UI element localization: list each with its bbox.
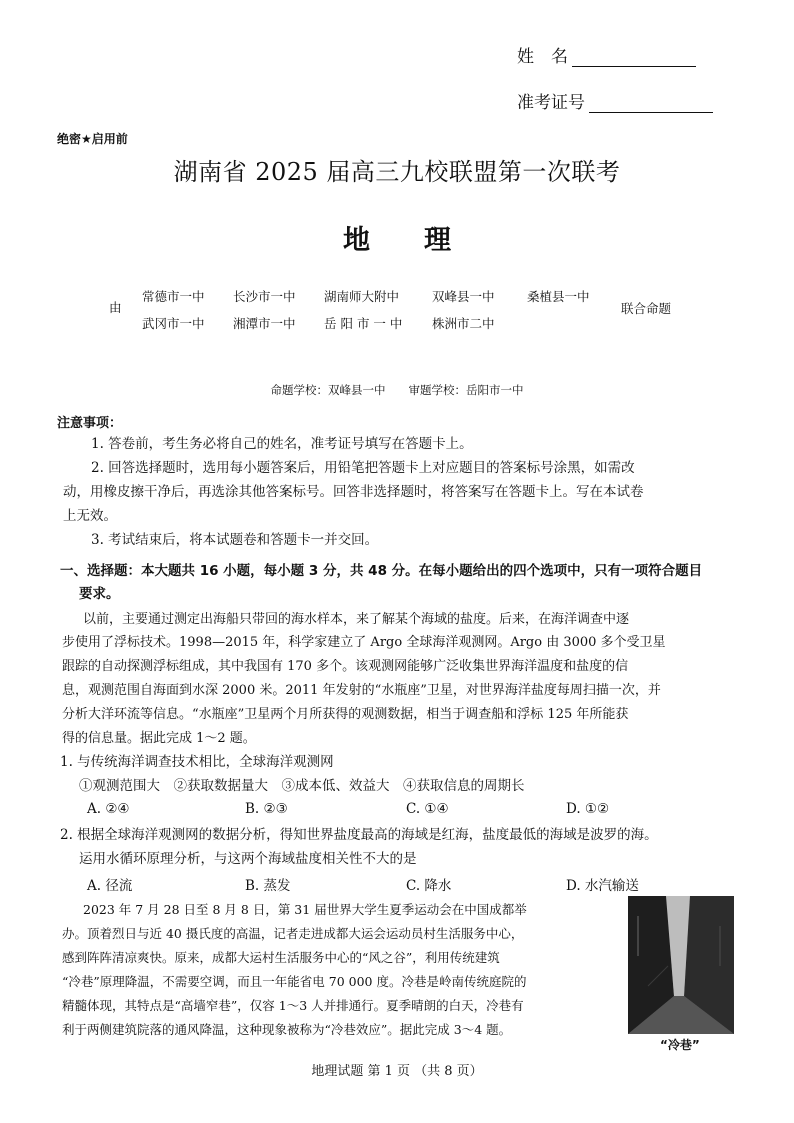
q1-option-b[interactable]: B. ②③	[245, 801, 288, 817]
notice-item-2-end: 上无效。	[63, 508, 117, 524]
passage-2-line: 办。顶着烈日与近 40 摄氏度的高温，记者走进成都大运会运动员村生活服务中心，	[62, 926, 524, 941]
passage-2-line: 利于两侧建筑院落的通风降温，这种现象被称为“冷巷效应”。据此完成 3～4 题。	[62, 1022, 512, 1037]
ticket-blank[interactable]	[589, 96, 713, 113]
school-name: 湖南师大附中	[324, 289, 400, 304]
notice-item-2-cont: 动，用橡皮擦干净后，再选涂其他答案标号。回答非选择题时，将答案写在答题卡上。写在本试卷	[63, 484, 644, 500]
notice-heading: 注意事项：	[57, 416, 123, 431]
school-name: 常德市一中	[142, 289, 205, 304]
q2-option-b[interactable]: B. 蒸发	[245, 878, 291, 894]
passage-1-line: 分析大洋环流等信息。“水瓶座”卫星两个月所获得的观测数据，相当于调查船和浮标 125 年所能获	[62, 707, 629, 722]
q2-option-c[interactable]: C. 降水	[406, 878, 452, 894]
photo-caption: “冷巷”	[660, 1038, 700, 1052]
schools-suffix: 联合命题	[621, 301, 672, 316]
secret-label: 绝密★启用前	[57, 132, 128, 146]
schools-prefix: 由	[109, 300, 122, 315]
cold-alley-photo	[628, 896, 734, 1034]
q1-option-c[interactable]: C. ①④	[406, 801, 449, 817]
alley-image	[628, 896, 734, 1034]
school-name: 长沙市一中	[233, 289, 296, 304]
school-name: 岳 阳 市 一 中	[324, 316, 403, 331]
passage-1-line: 以前，主要通过测定出海船只带回的海水样本，来了解某个海域的盐度。后来，在海洋调查中逐	[83, 612, 630, 627]
passage-2-line: 精髓体现，其特点是“高墙窄巷”，仅容 1～3 人并排通行。夏季晴朗的白天，冷巷有	[62, 998, 524, 1013]
name-field[interactable]	[517, 42, 696, 67]
question-2-stem: 2. 根据全球海洋观测网的数据分析，得知世界盐度最高的海域是红海，盐度最低的海域是波罗的海。	[60, 827, 658, 843]
schools-row-2	[142, 314, 495, 332]
notice-item-3: 3. 考试结束后，将本试题卷和答题卡一并交回。	[91, 532, 379, 548]
passage-1-line: 步使用了浮标技术。1998—2015 年，科学家建立了 Argo 全球海洋观测网。Argo 由 3000 多个受卫星	[62, 635, 666, 650]
school-name: 桑植县一中	[527, 289, 590, 304]
exam-title: 湖南省 2025 届高三九校联盟第一次联考	[173, 158, 621, 186]
notice-item-1: 1. 答卷前，考生务必将自己的姓名，准考证号填写在答题卡上。	[91, 436, 473, 452]
school-name: 湘潭市一中	[233, 316, 296, 331]
ticket-label: 准考证号	[517, 93, 585, 113]
makers-line: 命题学校：双峰县一中 审题学校：岳阳市一中	[270, 383, 524, 397]
q2-option-d[interactable]: D. 水汽输送	[566, 878, 639, 894]
q1-option-a[interactable]: A. ②④	[87, 801, 130, 817]
q1-option-d[interactable]: D. ①②	[566, 801, 610, 817]
passage-1-line: 息，观测范围自海面到水深 2000 米。2011 年发射的“水瓶座”卫星，对世界海洋盐度每周扫描一次，并	[62, 683, 661, 698]
school-name: 武冈市一中	[142, 316, 205, 331]
question-2-stem-cont: 运用水循环原理分析，与这两个海域盐度相关性不大的是	[79, 851, 417, 867]
passage-2-line: 2023 年 7 月 28 日至 8 月 8 日，第 31 届世界大学生夏季运动会在中国成都举	[83, 902, 527, 917]
passage-2-line: “冷巷”原理降温，不需要空调，而且一年能省电 70 000 度。冷巷是岭南传统庭院的	[62, 974, 527, 989]
question-1-stem: 1. 与传统海洋调查技术相比，全球海洋观测网	[60, 754, 334, 770]
ticket-field[interactable]	[517, 88, 713, 113]
q2-option-a[interactable]: A. 径流	[87, 878, 133, 894]
question-1-items: ①观测范围大 ②获取数据量大 ③成本低、效益大 ④获取信息的周期长	[79, 778, 525, 794]
passage-1-line: 得的信息量。据此完成 1～2 题。	[62, 731, 256, 746]
subject-title: 地 理	[343, 225, 451, 256]
passage-1-line: 跟踪的自动探测浮标组成，其中我国有 170 多个。该观测网能够广泛收集世界海洋温度和盐度的信	[62, 659, 629, 674]
school-name: 株洲市二中	[432, 316, 495, 331]
notice-item-2: 2. 回答选择题时，选用每小题答案后，用铅笔把答题卡上对应题目的答案标号涂黑，如需改	[91, 460, 635, 476]
passage-2-line: 感到阵阵清凉爽快。原来，成都大运村生活服务中心的“风之谷”，利用传统建筑	[62, 950, 500, 965]
page-footer: 地理试题 第 1 页 （共 8 页）	[311, 1064, 483, 1079]
section-heading: 一、选择题：本大题共 16 小题，每小题 3 分，共 48 分。在每小题给出的四个选项中，只有一项符合题目	[60, 563, 703, 579]
section-heading-cont: 要求。	[79, 586, 120, 602]
name-blank[interactable]	[572, 50, 696, 67]
schools-row-1	[142, 287, 590, 305]
school-name: 双峰县一中	[432, 289, 495, 304]
name-label: 姓 名	[517, 47, 568, 67]
